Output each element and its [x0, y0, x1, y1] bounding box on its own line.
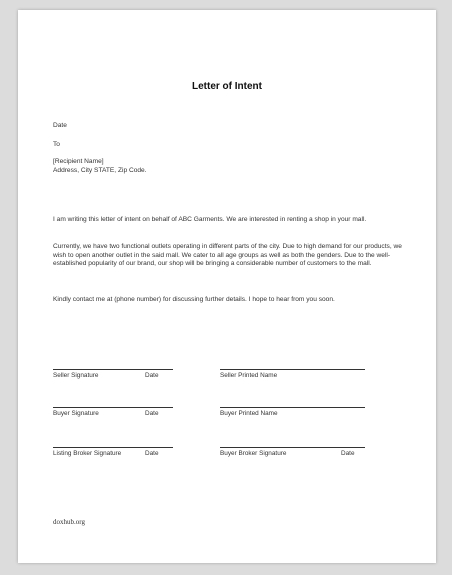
buyer-printed-name-label: Buyer Printed Name [220, 410, 278, 417]
listing-broker-signature-line [53, 447, 173, 448]
listing-broker-signature-label: Listing Broker Signature [53, 450, 122, 457]
body-paragraph: I am writing this letter of intent on behalf of ABC Garments. We are interested in renting a shop in your mall. [53, 216, 367, 223]
buyer-broker-signature-line [220, 447, 365, 448]
footer-watermark: doxhub.org [53, 518, 85, 526]
buyer-date-label: Date [145, 410, 159, 417]
buyer-printed-name-line [220, 407, 365, 408]
page-title: Letter of Intent [192, 81, 262, 92]
to-line: To [53, 141, 60, 148]
recipient-address: Address, City STATE, Zip Code. [53, 167, 147, 174]
body-paragraph: Kindly contact me at (phone number) for discussing further details. I hope to hear from you soon. [53, 296, 335, 303]
seller-printed-name-label: Seller Printed Name [220, 372, 278, 379]
seller-signature-line [53, 369, 173, 370]
seller-date-label: Date [145, 372, 159, 379]
body-paragraph: Currently, we have two functional outlets operating in different parts of the city. Due to high demand for our products, we wish to open another outlet in the said mall. We cater to all age groups as well as both the genders. Due to the well-established popularity of our brand, our shop will be bringing a considerable number of customers to the mall. [53, 243, 402, 268]
seller-signature-label: Seller Signature [53, 372, 99, 379]
date-line: Date [53, 122, 67, 129]
document-page [18, 10, 436, 563]
recipient-name: [Recipient Name] [53, 158, 104, 165]
buyer-broker-date-label: Date [341, 450, 355, 457]
seller-printed-name-line [220, 369, 365, 370]
listing-broker-date-label: Date [145, 450, 159, 457]
buyer-broker-signature-label: Buyer Broker Signature [220, 450, 287, 457]
buyer-signature-label: Buyer Signature [53, 410, 99, 417]
buyer-signature-line [53, 407, 173, 408]
